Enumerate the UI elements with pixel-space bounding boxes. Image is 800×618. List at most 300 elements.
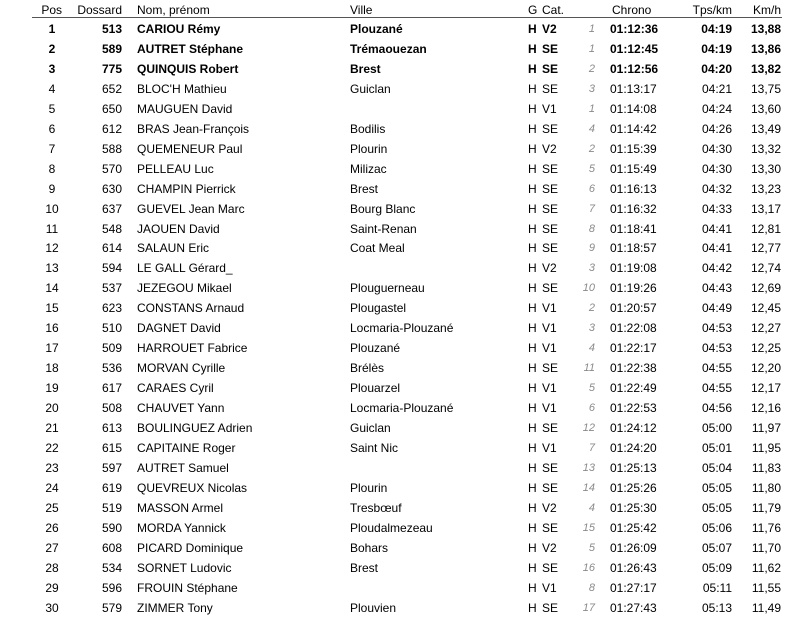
row-kmh: 13,86 xyxy=(750,41,781,56)
row-category-rank: 13 xyxy=(582,461,595,474)
row-category-rank: 1 xyxy=(588,102,595,115)
row-ville: Plourin xyxy=(350,480,388,495)
row-category-rank: 10 xyxy=(582,282,595,295)
row-chrono: 01:22:38 xyxy=(610,361,657,376)
row-kmh: 11,76 xyxy=(751,520,781,535)
row-category-rank: 5 xyxy=(588,162,595,175)
row-tps-km: 04:55 xyxy=(701,361,732,376)
table-header xyxy=(0,2,800,17)
row-dossard: 597 xyxy=(101,460,122,475)
row-dossard: 617 xyxy=(101,381,122,396)
row-kmh: 13,82 xyxy=(750,61,781,76)
header-pos: Pos xyxy=(41,3,62,17)
row-category-rank: 2 xyxy=(588,62,595,75)
row-gender: H xyxy=(528,161,537,176)
row-dossard: 579 xyxy=(101,600,122,615)
row-kmh: 12,81 xyxy=(750,221,781,236)
row-pos: 3 xyxy=(48,61,56,76)
table-row xyxy=(0,181,800,199)
row-pos: 30 xyxy=(45,600,59,615)
row-kmh: 13,30 xyxy=(750,161,781,176)
row-tps-km: 04:43 xyxy=(701,281,732,296)
row-chrono: 01:12:45 xyxy=(610,41,659,56)
row-kmh: 13,75 xyxy=(750,81,781,96)
row-gender: H xyxy=(528,421,537,435)
row-nom: JAOUEN David xyxy=(137,221,220,236)
row-gender: H xyxy=(528,241,537,256)
row-tps-km: 05:01 xyxy=(701,440,732,455)
row-category: V2 xyxy=(542,500,557,515)
row-pos: 14 xyxy=(45,281,59,296)
row-pos: 25 xyxy=(45,500,59,515)
row-pos: 24 xyxy=(45,480,59,495)
row-kmh: 11,62 xyxy=(751,560,781,575)
row-dossard: 614 xyxy=(101,241,122,256)
row-gender: H xyxy=(528,600,537,615)
row-nom: CONSTANS Arnaud xyxy=(137,301,245,316)
row-pos: 20 xyxy=(45,401,59,416)
row-gender: H xyxy=(528,560,537,575)
row-dossard: 548 xyxy=(101,221,122,236)
row-category-rank: 5 xyxy=(588,541,595,554)
row-chrono: 01:22:17 xyxy=(610,341,657,356)
row-nom: SALAUN Eric xyxy=(137,241,210,256)
row-category: SE xyxy=(542,281,559,296)
row-chrono: 01:25:30 xyxy=(610,500,657,515)
row-ville: Milizac xyxy=(350,161,387,176)
row-nom: PICARD Dominique xyxy=(137,540,244,555)
row-dossard: 588 xyxy=(101,141,122,156)
row-chrono: 01:16:32 xyxy=(610,201,657,216)
row-chrono: 01:12:36 xyxy=(610,22,659,36)
row-dossard: 519 xyxy=(101,500,122,515)
row-dossard: 594 xyxy=(101,261,122,276)
row-gender: H xyxy=(528,101,537,116)
row-tps-km: 04:19 xyxy=(701,41,732,56)
row-chrono: 01:22:49 xyxy=(610,381,657,396)
header-kmh: Km/h xyxy=(752,3,781,17)
row-category-rank: 8 xyxy=(588,581,595,594)
row-category-rank: 17 xyxy=(582,601,595,614)
row-chrono: 01:16:13 xyxy=(610,181,657,196)
row-kmh: 13,23 xyxy=(750,181,781,196)
row-kmh: 11,83 xyxy=(751,460,781,475)
row-nom: HARROUET Fabrice xyxy=(137,341,248,356)
row-category: SE xyxy=(542,201,559,216)
header-chrono: Chrono xyxy=(612,3,652,17)
row-chrono: 01:13:17 xyxy=(610,81,657,96)
row-ville: Plouzané xyxy=(350,341,401,356)
table-row xyxy=(0,21,800,39)
row-nom: DAGNET David xyxy=(137,321,221,336)
row-category-rank: 9 xyxy=(588,242,595,255)
row-category-rank: 2 xyxy=(588,142,595,155)
row-pos: 21 xyxy=(45,421,59,435)
row-gender: H xyxy=(528,500,537,515)
row-category: V2 xyxy=(542,141,557,156)
row-category-rank: 6 xyxy=(588,402,595,415)
row-nom: CHAUVET Yann xyxy=(137,401,225,416)
row-pos: 19 xyxy=(45,381,59,396)
row-pos: 2 xyxy=(48,41,56,56)
table-row xyxy=(0,61,800,79)
row-gender: H xyxy=(528,41,537,56)
table-row xyxy=(0,260,800,278)
header-tps-km: Tps/km xyxy=(692,3,732,17)
row-pos: 4 xyxy=(48,81,56,96)
row-chrono: 01:22:53 xyxy=(610,401,657,416)
row-gender: H xyxy=(528,141,537,156)
row-category: V2 xyxy=(542,540,557,555)
row-category: V1 xyxy=(542,401,557,416)
header-divider xyxy=(32,17,782,18)
row-kmh: 11,80 xyxy=(751,480,781,495)
row-category: SE xyxy=(542,61,559,76)
row-gender: H xyxy=(528,321,537,336)
row-tps-km: 04:30 xyxy=(701,161,732,176)
row-ville: Saint Nic xyxy=(350,440,399,455)
row-kmh: 12,77 xyxy=(750,241,781,256)
row-dossard: 612 xyxy=(101,121,122,136)
row-nom: GUEVEL Jean Marc xyxy=(137,201,245,216)
row-dossard: 590 xyxy=(101,520,122,535)
row-dossard: 619 xyxy=(101,480,122,495)
row-ville: Plouvien xyxy=(350,600,397,615)
header-dossard: Dossard xyxy=(77,3,122,17)
row-tps-km: 04:19 xyxy=(701,22,732,36)
row-category: SE xyxy=(542,520,559,535)
row-gender: H xyxy=(528,61,537,76)
table-row xyxy=(0,201,800,219)
row-pos: 5 xyxy=(48,101,56,116)
row-pos: 12 xyxy=(45,241,59,256)
row-ville: Brest xyxy=(350,181,379,196)
row-category-rank: 8 xyxy=(588,222,595,235)
row-pos: 23 xyxy=(45,460,59,475)
table-row xyxy=(0,280,800,298)
row-gender: H xyxy=(528,460,537,475)
row-category: SE xyxy=(542,600,559,615)
row-nom: CARAES Cyril xyxy=(137,381,214,396)
row-category: V2 xyxy=(542,22,557,36)
table-row xyxy=(0,520,800,538)
row-pos: 17 xyxy=(45,341,59,356)
row-gender: H xyxy=(528,401,537,416)
row-pos: 13 xyxy=(45,261,59,276)
row-dossard: 637 xyxy=(101,201,122,216)
row-tps-km: 05:13 xyxy=(701,600,732,615)
row-tps-km: 04:42 xyxy=(701,261,732,276)
table-row xyxy=(0,420,800,438)
table-row xyxy=(0,101,800,119)
row-kmh: 12,45 xyxy=(750,301,781,316)
table-row xyxy=(0,540,800,558)
row-nom: BRAS Jean-François xyxy=(137,121,250,136)
row-kmh: 11,49 xyxy=(751,600,781,615)
row-chrono: 01:26:09 xyxy=(610,540,657,555)
row-category: SE xyxy=(542,241,559,256)
table-row xyxy=(0,360,800,378)
row-category: V1 xyxy=(542,341,557,356)
row-gender: H xyxy=(528,221,537,236)
row-ville: Ploudalmezeau xyxy=(350,520,433,535)
row-nom: LE GALL Gérard_ xyxy=(137,261,233,276)
row-dossard: 775 xyxy=(101,61,122,76)
row-nom: CHAMPIN Pierrick xyxy=(137,181,236,196)
row-nom: PELLEAU Luc xyxy=(137,161,214,176)
row-chrono: 01:20:57 xyxy=(610,301,657,316)
row-ville: Plougastel xyxy=(350,301,407,316)
row-tps-km: 04:30 xyxy=(701,141,732,156)
row-gender: H xyxy=(528,22,537,36)
row-pos: 1 xyxy=(48,22,56,36)
row-dossard: 536 xyxy=(101,361,122,376)
table-row xyxy=(0,141,800,159)
table-row xyxy=(0,121,800,139)
row-category-rank: 11 xyxy=(583,362,595,375)
row-kmh: 12,69 xyxy=(750,281,781,296)
row-category-rank: 4 xyxy=(588,501,595,514)
row-category: SE xyxy=(542,81,559,96)
row-ville: Tresbœuf xyxy=(350,500,402,515)
row-category-rank: 1 xyxy=(588,23,595,35)
row-nom: MASSON Armel xyxy=(137,500,224,515)
row-nom: MORVAN Cyrille xyxy=(137,361,226,376)
row-category: V1 xyxy=(542,101,557,116)
row-kmh: 13,49 xyxy=(750,121,781,136)
row-nom: BOULINGUEZ Adrien xyxy=(137,421,253,435)
row-kmh: 11,55 xyxy=(751,580,781,595)
row-category-rank: 1 xyxy=(588,42,595,55)
row-nom: BLOC'H Mathieu xyxy=(137,81,227,96)
row-nom: MAUGUEN David xyxy=(137,101,233,116)
row-category-rank: 7 xyxy=(588,441,595,454)
row-pos: 18 xyxy=(45,361,59,376)
row-category-rank: 3 xyxy=(588,82,595,95)
row-chrono: 01:27:43 xyxy=(610,600,657,615)
row-ville: Brest xyxy=(350,560,379,575)
row-ville: Brélès xyxy=(350,361,385,376)
header-cat: Cat. xyxy=(542,3,565,17)
row-dossard: 537 xyxy=(101,281,122,296)
row-dossard: 589 xyxy=(101,41,122,56)
row-pos: 28 xyxy=(45,560,59,575)
row-ville: Locmaria-Plouzané xyxy=(350,321,454,336)
row-gender: H xyxy=(528,281,537,296)
row-chrono: 01:14:42 xyxy=(610,121,657,136)
row-gender: H xyxy=(528,480,537,495)
row-category: V1 xyxy=(542,440,557,455)
row-kmh: 13,32 xyxy=(750,141,781,156)
row-tps-km: 05:04 xyxy=(701,460,732,475)
row-category: SE xyxy=(542,41,559,56)
row-category-rank: 4 xyxy=(588,342,595,355)
row-pos: 8 xyxy=(48,161,56,176)
row-category: SE xyxy=(542,181,559,196)
row-dossard: 613 xyxy=(101,421,122,435)
row-nom: AUTRET Stéphane xyxy=(137,41,244,56)
row-chrono: 01:25:13 xyxy=(610,460,657,475)
table-row xyxy=(0,500,800,518)
row-gender: H xyxy=(528,301,537,316)
row-category: V1 xyxy=(542,381,557,396)
row-chrono: 01:14:08 xyxy=(610,101,657,116)
row-pos: 26 xyxy=(45,520,59,535)
row-chrono: 01:18:57 xyxy=(610,241,657,256)
row-tps-km: 04:53 xyxy=(701,341,732,356)
header-g: G xyxy=(528,3,538,17)
row-kmh: 13,17 xyxy=(750,201,781,216)
row-tps-km: 04:24 xyxy=(701,101,732,116)
row-nom: QUEVREUX Nicolas xyxy=(137,480,248,495)
row-pos: 6 xyxy=(48,121,56,136)
row-dossard: 630 xyxy=(101,181,122,196)
row-category-rank: 3 xyxy=(588,322,595,335)
row-ville: Plourin xyxy=(350,141,388,156)
row-ville: Plouguerneau xyxy=(350,281,425,296)
row-dossard: 652 xyxy=(101,81,122,96)
row-chrono: 01:22:08 xyxy=(610,321,657,336)
row-dossard: 650 xyxy=(101,101,122,116)
row-gender: H xyxy=(528,520,537,535)
row-category: V1 xyxy=(542,580,557,595)
row-chrono: 01:24:12 xyxy=(610,421,657,435)
row-chrono: 01:19:26 xyxy=(610,281,657,296)
table-row xyxy=(0,440,800,458)
row-pos: 27 xyxy=(45,540,59,555)
row-kmh: 11,95 xyxy=(751,440,781,455)
row-ville: Guiclan xyxy=(350,421,391,435)
row-pos: 29 xyxy=(45,580,59,595)
row-kmh: 12,16 xyxy=(750,401,781,416)
row-tps-km: 05:11 xyxy=(702,580,732,595)
row-chrono: 01:25:42 xyxy=(610,520,657,535)
row-ville: Brest xyxy=(350,61,381,76)
row-pos: 11 xyxy=(45,221,59,236)
row-category: SE xyxy=(542,480,559,495)
row-category-rank: 12 xyxy=(582,422,595,434)
row-pos: 7 xyxy=(48,141,56,156)
row-tps-km: 05:07 xyxy=(701,540,732,555)
row-tps-km: 04:53 xyxy=(701,321,732,336)
row-tps-km: 04:20 xyxy=(701,61,732,76)
row-tps-km: 05:05 xyxy=(701,480,732,495)
row-dossard: 623 xyxy=(101,301,122,316)
row-category: V1 xyxy=(542,301,557,316)
row-nom: QUINQUIS Robert xyxy=(137,61,239,76)
row-category: SE xyxy=(542,361,559,376)
row-pos: 22 xyxy=(45,440,59,455)
row-nom: CARIOU Rémy xyxy=(137,22,221,36)
table-row xyxy=(0,480,800,498)
row-kmh: 13,60 xyxy=(750,101,781,116)
row-category-rank: 14 xyxy=(582,481,595,494)
row-gender: H xyxy=(528,181,537,196)
row-kmh: 13,88 xyxy=(750,22,781,36)
row-category-rank: 3 xyxy=(588,262,595,275)
row-chrono: 01:27:17 xyxy=(610,580,657,595)
row-gender: H xyxy=(528,540,537,555)
row-chrono: 01:15:39 xyxy=(610,141,657,156)
row-chrono: 01:15:49 xyxy=(610,161,657,176)
row-kmh: 11,97 xyxy=(751,421,781,435)
row-dossard: 509 xyxy=(101,341,122,356)
row-kmh: 12,17 xyxy=(750,381,781,396)
row-kmh: 12,27 xyxy=(750,321,781,336)
row-dossard: 508 xyxy=(101,401,122,416)
row-nom: CAPITAINE Roger xyxy=(137,440,236,455)
row-ville: Bourg Blanc xyxy=(350,201,416,216)
row-gender: H xyxy=(528,201,537,216)
row-tps-km: 04:41 xyxy=(701,221,732,236)
table-row xyxy=(0,300,800,318)
row-dossard: 615 xyxy=(101,440,122,455)
table-row xyxy=(0,41,800,59)
row-category: SE xyxy=(542,460,559,475)
row-tps-km: 04:26 xyxy=(701,121,732,136)
row-kmh: 12,74 xyxy=(750,261,781,276)
row-tps-km: 05:06 xyxy=(701,520,732,535)
row-dossard: 596 xyxy=(101,580,122,595)
row-category: SE xyxy=(542,161,559,176)
table-row xyxy=(0,340,800,358)
row-dossard: 510 xyxy=(101,321,122,336)
row-chrono: 01:18:41 xyxy=(610,221,657,236)
table-row xyxy=(0,380,800,398)
row-tps-km: 04:41 xyxy=(701,241,732,256)
row-ville: Bohars xyxy=(350,540,389,555)
row-dossard: 513 xyxy=(101,22,122,36)
row-dossard: 534 xyxy=(101,560,122,575)
row-gender: H xyxy=(528,341,537,356)
table-row xyxy=(0,221,800,239)
row-tps-km: 05:05 xyxy=(701,500,732,515)
header-ville: Ville xyxy=(350,3,373,17)
row-category: SE xyxy=(542,221,559,236)
row-pos: 15 xyxy=(45,301,59,316)
row-tps-km: 04:32 xyxy=(701,181,732,196)
row-category: V2 xyxy=(542,261,557,276)
row-ville: Locmaria-Plouzané xyxy=(350,401,454,416)
table-row xyxy=(0,240,800,258)
row-category-rank: 2 xyxy=(588,302,595,315)
row-category: SE xyxy=(542,121,559,136)
row-category-rank: 15 xyxy=(582,521,595,534)
row-ville: Bodilis xyxy=(350,121,386,136)
row-nom: JEZEGOU Mikael xyxy=(137,281,232,296)
table-row xyxy=(0,161,800,179)
row-category: SE xyxy=(542,421,559,435)
row-category: SE xyxy=(542,560,559,575)
row-ville: Plouzané xyxy=(350,22,403,36)
table-row xyxy=(0,81,800,99)
row-gender: H xyxy=(528,440,537,455)
table-row xyxy=(0,580,800,598)
row-kmh: 11,70 xyxy=(751,540,781,555)
row-chrono: 01:19:08 xyxy=(610,261,657,276)
row-category: V1 xyxy=(542,321,557,336)
row-tps-km: 05:00 xyxy=(701,421,732,435)
row-category-rank: 6 xyxy=(588,182,595,195)
row-nom: SORNET Ludovic xyxy=(137,560,232,575)
header-nom: Nom, prénom xyxy=(137,3,210,17)
row-nom: QUEMENEUR Paul xyxy=(137,141,243,156)
row-chrono: 01:25:26 xyxy=(610,480,657,495)
row-kmh: 12,20 xyxy=(750,361,781,376)
row-gender: H xyxy=(528,121,537,136)
row-category-rank: 4 xyxy=(588,122,595,135)
table-row xyxy=(0,600,800,618)
